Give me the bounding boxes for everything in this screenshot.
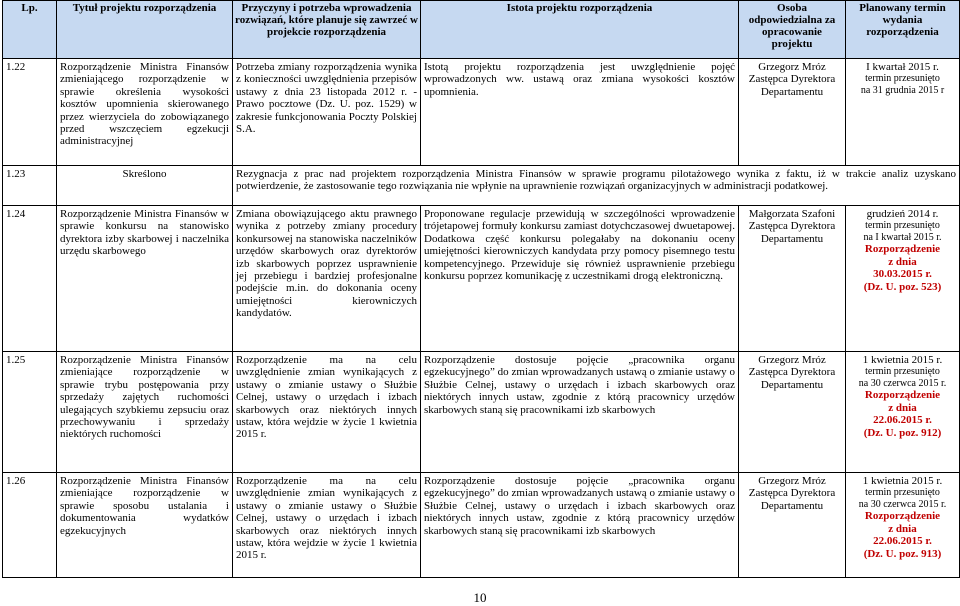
person-name: Małgorzata Szafoni [748, 208, 836, 220]
regulation-table [2, 0, 960, 578]
row-title: Rozporządzenie Ministra Finansów zmieniające rozporządzenie w sprawie sposobu ustalania i dokumentowania wydatków egzekucyjnych [57, 473, 233, 578]
row-lp: 1.24 [3, 206, 57, 352]
row-lp: 1.23 [3, 166, 57, 206]
header-lp: Lp. [3, 1, 57, 59]
date-note: termin przesunięto [865, 487, 940, 499]
row-person [739, 59, 846, 166]
person-role: Zastępca Dyrektora [748, 73, 836, 86]
published-journal: (Dz. U. poz. 913) [863, 547, 942, 560]
date-note: na 30 czerwca 2015 r. [858, 498, 947, 510]
date-note: na 30 czerwca 2015 r. [858, 377, 947, 389]
person-name: Grzegorz Mróz [758, 61, 826, 73]
person-name: Grzegorz Mróz [758, 354, 826, 366]
header-person: Osoba odpowiedzialna za opracowanie projektu [739, 1, 846, 59]
header-title: Tytuł projektu rozporządzenia [57, 1, 233, 59]
published-date-label: z dnia [888, 255, 917, 268]
row-title: Rozporządzenie Ministra Finansów zmieniającego rozporządzenie w sprawie określenia wysokości kosztów upomnienia skierowanego przez wierzyciela do zobowiązanego przed wszczęciem egzekucji administracyjnej [57, 59, 233, 166]
date-note: na 31 grudnia 2015 r [860, 84, 945, 96]
row-title: Skreślono [57, 166, 233, 206]
published-regulation: Rozporządzenie [864, 510, 941, 523]
row-reasons: Potrzeba zmiany rozporządzenia wynika z konieczności uwzględnienia przepisów ustawy z dnia 23 listopada 2012 r. - Prawo pocztowe (Dz. U. poz. 1529) w zakresie funkcjonowania Poczty Polskiej S.A. [233, 59, 421, 166]
table-row [3, 206, 960, 352]
row-lp: 1.26 [3, 473, 57, 578]
published-date: 30.03.2015 r. [873, 268, 932, 281]
date-planned: grudzień 2014 r. [866, 208, 939, 220]
table-row [3, 352, 960, 473]
row-essence: Rozporządzenie dostosuje pojęcie „pracownika organu egzekucyjnego” do zmian wprowadzanych ustawą o zmianie ustawy o Służbie Celnej, ustawy o urzędach i izbach skarbowych oraz niektórych innych ustaw, zgodnie z którą pracownicy urzędów skarbowych staną się pracownikami izb skarbowych [421, 352, 739, 473]
row-merged-note: Rezygnacja z prac nad projektem rozporządzenia Ministra Finansów w sprawie programu pilotażowego wynika z faktu, iż w trakcie analiz uzyskano potwierdzenie, że zastosowanie tego rozwiązania nie wpłynie na uprawnienie rozwiązań organizacyjnych w administracji podatkowej. [233, 166, 960, 206]
person-name: Grzegorz Mróz [758, 475, 826, 487]
row-lp: 1.22 [3, 59, 57, 166]
page-number: 10 [473, 590, 487, 605]
published-date-label: z dnia [888, 401, 917, 414]
date-note: na I kwartał 2015 r. [863, 231, 942, 243]
row-person [739, 473, 846, 578]
person-role: Zastępca Dyrektora [748, 366, 836, 379]
date-planned: I kwartał 2015 r. [866, 61, 939, 73]
table-header-row [3, 1, 960, 59]
row-essence: Istotą projektu rozporządzenia jest uwzględnienie pojęć wprowadzonych ww. ustawą oraz zmiana wysokości kosztów upomnienia. [421, 59, 739, 166]
row-reasons: Rozporządzenie ma na celu uwzględnienie zmian wynikających z ustawy o zmianie ustawy o Służbie Celnej, ustawy o urzędach i izbach skarbowych oraz niektórych innych ustaw, która wejdzie w życie 1 kwietnia 2015 r. [233, 352, 421, 473]
published-date: 22.06.2015 r. [873, 535, 932, 548]
date-planned: 1 kwietnia 2015 r. [862, 475, 943, 487]
published-regulation: Rozporządzenie [864, 389, 941, 402]
person-role: Zastępca Dyrektora [748, 220, 836, 233]
date-planned: 1 kwietnia 2015 r. [862, 354, 943, 366]
person-department: Departamentu [760, 232, 824, 245]
row-person [739, 206, 846, 352]
date-note: termin przesunięto [865, 220, 940, 232]
person-role: Zastępca Dyrektora [748, 487, 836, 500]
date-note: termin przesunięto [865, 73, 940, 85]
row-essence: Proponowane regulacje przewidują w szczególności wprowadzenie trójetapowej formuły konkursu zamiast dotychczasowej dwuetapowej. Dodatkowa część konkursu polegałaby na dokonaniu oceny umiejętności kierowniczych kandydata przy pomocy pisemnego testu kompetencyjnego. Przewiduje się również usprawnienie przebiegu konkursu poprzez komunikację z uczestnikami drogą elektroniczną. [421, 206, 739, 352]
header-essence: Istota projektu rozporządzenia [421, 1, 739, 59]
row-date [846, 206, 960, 352]
published-date: 22.06.2015 r. [873, 414, 932, 427]
published-journal: (Dz. U. poz. 912) [863, 426, 942, 439]
header-reasons: Przyczyny i potrzeba wprowadzenia rozwiązań, które planuje się zawrzeć w projekcie rozporządzenia [233, 1, 421, 59]
header-date: Planowany termin wydania rozporządzenia [846, 1, 960, 59]
person-department: Departamentu [760, 378, 824, 391]
row-title: Rozporządzenie Ministra Finansów w sprawie konkursu na stanowisko dyrektora izby skarbowej i naczelnika urzędu skarbowego [57, 206, 233, 352]
published-journal: (Dz. U. poz. 523) [863, 280, 942, 293]
row-person [739, 352, 846, 473]
table-row [3, 166, 960, 206]
row-date [846, 59, 960, 166]
row-lp: 1.25 [3, 352, 57, 473]
row-date [846, 352, 960, 473]
person-department: Departamentu [760, 499, 824, 512]
row-essence: Rozporządzenie dostosuje pojęcie „pracownika organu egzekucyjnego” do zmian wprowadzanych ustawą o zmianie ustawy o Służbie Celnej, ustawy o urzędach i izbach skarbowych oraz niektórych innych ustaw, zgodnie z którą pracownicy urzędów skarbowych staną się pracownikami izb skarbowych [421, 473, 739, 578]
table-row [3, 59, 960, 166]
published-date-label: z dnia [888, 522, 917, 535]
person-department: Departamentu [760, 85, 824, 98]
row-reasons: Rozporządzenie ma na celu uwzględnienie zmian wynikających z ustawy o zmianie ustawy o Służbie Celnej, ustawy o urzędach i izbach skarbowych oraz niektórych innych ustaw, która wejdzie w życie 1 kwietnia 2015 r. [233, 473, 421, 578]
row-reasons: Zmiana obowiązującego aktu prawnego wynika z potrzeby zmiany procedury konkursowej na stanowiska naczelników urzędów skarbowych oraz dyrektorów izb skarbowych poprzez usprawnienie jej przebiegu i bardziej profesjonalne podejście m.in. do dokonania oceny umiejętności kierowniczych kandydatów. [233, 206, 421, 352]
row-title: Rozporządzenie Ministra Finansów zmieniające rozporządzenie w sprawie trybu postępowania przy sprzedaży zajętych ruchomości ulegających szybkiemu zepsuciu oraz przechowywaniu i sprzedaży niektórych ruchomości [57, 352, 233, 473]
published-regulation: Rozporządzenie [864, 243, 941, 256]
date-note: termin przesunięto [865, 366, 940, 378]
table-row [3, 473, 960, 578]
row-date [846, 473, 960, 578]
